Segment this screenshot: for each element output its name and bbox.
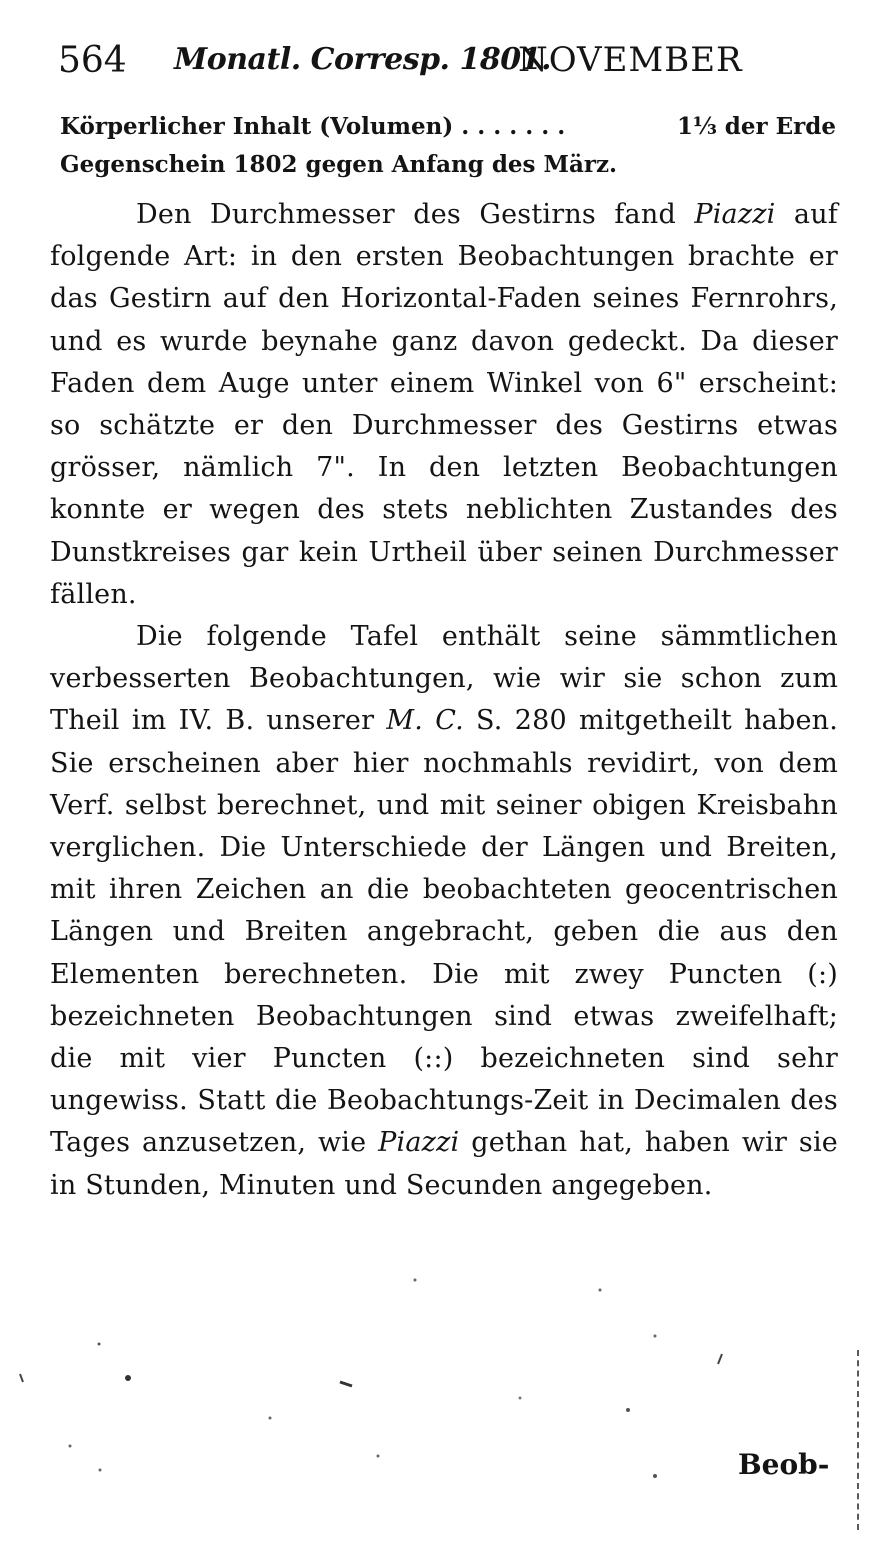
text-run: Den Durchmesser des Gestirns fand [136,199,695,230]
text-run: gethan hat, haben wir sie in Stunden, Minuten und Secunden angegeben. [50,1127,838,1201]
paragraph-diameter [50,194,838,616]
author-name: Piazzi [378,1127,460,1159]
month-heading: NOVEMBER [518,40,743,80]
journal-title: Monatl. Corresp. 1801. [174,42,551,77]
print-specks [0,1270,888,1530]
table-row [60,146,840,184]
table-row [60,108,840,146]
running-head [58,34,848,86]
journal-abbrev: M. C. [386,705,464,737]
body-text [50,194,838,1207]
text-run: Die folgende Tafel enthält seine sämmtlichen verbesserten Beobachtungen, wie wir sie schon zum Theil im IV. B. unserer [50,621,838,737]
catchword: Beob- [738,1448,830,1481]
text-run: S. 280 mitgetheilt haben. Sie erscheinen aber hier nochmahls revidirt, von dem Verf. selbst berechnet, und mit seiner obigen Kreisbahn verglichen. Die Unterschiede der Längen und Breiten, mit ihren Zeichen an die beobachteten geocentrischen Längen und Breiten angebracht, geben die aus den Elementen berechneten. Die mit zwey Puncten (:) bezeichneten Beobachtungen sind etwas zweifelhaft; die mit vier Puncten (::) bezeichneten sind sehr ungewiss. Statt die Beobachtungs-Zeit in Decimalen des Tages anzusetzen, wie [50,705,839,1159]
row-label: Körperlicher Inhalt (Volumen) . . . . . . . [60,113,566,140]
data-table [60,108,840,184]
page-edge-mark [857,1350,859,1530]
text-run: auf folgende Art: in den ersten Beobachtungen brachte er das Gestirn auf den Horizontal-Faden seines Fernrohrs, und es wurde beynahe ganz davon gedeckt. Da dieser Faden dem Auge unter einem Winkel von 6" erscheint: so schätzte er den Durchmesser des Gestirns etwas grösser, nämlich 7". In den letzten Beobachtungen konnte er wegen des stets neblichten Zustandes des Dunstkreises gar kein Urtheil über seinen Durchmesser fällen. [50,199,838,610]
paragraph-table-intro [50,616,838,1207]
author-name: Piazzi [694,199,776,230]
row-value: 1⅓ der Erde [676,113,836,140]
row-label: Gegenschein 1802 gegen Anfang des März. [60,151,618,178]
page-number: 564 [58,40,127,81]
